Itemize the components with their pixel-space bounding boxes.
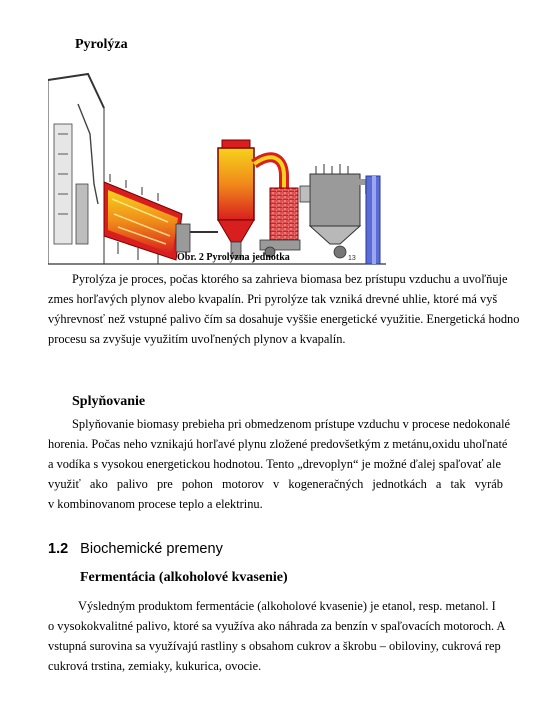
heading-biochemicke-premeny <box>48 541 223 557</box>
paragraph-line: zmes horľavých plynov alebo kvapalín. Pri pyrolýze tak vzniká drevné uhlie, ktoré má vyš <box>48 292 498 306</box>
heading-pyrolyza: Pyrolýza <box>75 37 128 52</box>
paragraph-line: Pyrolýza je proces, počas ktorého sa zahrieva biomasa bez prístupu vzduchu a uvoľňuje <box>72 272 508 286</box>
section-title: Biochemické premeny <box>80 541 223 557</box>
figure-label-13: 13 <box>348 255 356 262</box>
paragraph-line: Výsledným produktom fermentácie (alkoholové kvasenie) je etanol, resp. metanol. I <box>78 599 496 613</box>
paragraph-line: Splyňovanie biomasy prebieha pri obmedzenom prístupe vzduchu v procese nedokonalé <box>72 417 511 431</box>
heat-exchanger <box>254 157 300 257</box>
paragraph-line: a vodíka s vysokou energetickou hodnotou. Tento „drevoplyn“ je možné ďalej spaľovať ale <box>48 457 501 471</box>
paragraph-pyrolyza <box>48 269 519 349</box>
paragraph-line: využiť ako palivo pre pohon motorov v kogeneračných jednotkách a tak vyráb <box>48 477 503 491</box>
section-number: 1.2 <box>48 541 69 557</box>
heading-fermentacia: Fermentácia (alkoholové kvasenie) <box>80 570 288 585</box>
cyclone-separator <box>190 140 254 258</box>
paragraph-line: o vysokokvalitné palivo, ktoré sa využíva ako náhrada za benzín v spaľovacích motoroch. A <box>48 619 506 633</box>
paragraph-line: cukrová trstina, zemiaky, kukurica, ovocie. <box>48 659 262 673</box>
filter-unit <box>300 164 360 262</box>
figure-caption: Obr. 2 Pyrolýzna jednotka <box>177 252 290 263</box>
paragraph-line: procesu sa zvyšuje využitím uvoľnených plynov a kvapalín. <box>48 332 346 346</box>
paragraph-line: v kombinovanom procese teplo a elektrinu. <box>48 497 263 511</box>
heading-splynovanie: Splyňovanie <box>72 394 146 409</box>
pyrolysis-unit-figure <box>48 64 386 268</box>
paragraph-line: vstupná surovina sa využívajú rastliny s obsahom cukrov a škrobu – obiloviny, cukrová rep <box>48 639 501 653</box>
paragraph-line: výhrevnosť než vstupné palivo čím sa dosahuje vyššie energetické využitie. Energetická hodno <box>48 312 520 326</box>
paragraph-splynovanie <box>48 414 510 514</box>
paragraph-fermentacia <box>48 596 506 676</box>
storage-building <box>48 74 104 264</box>
paragraph-line: horenia. Počas neho vznikajú horľavé plynu zložené predovšetkým z metánu,oxidu uhoľnaté <box>48 437 508 451</box>
